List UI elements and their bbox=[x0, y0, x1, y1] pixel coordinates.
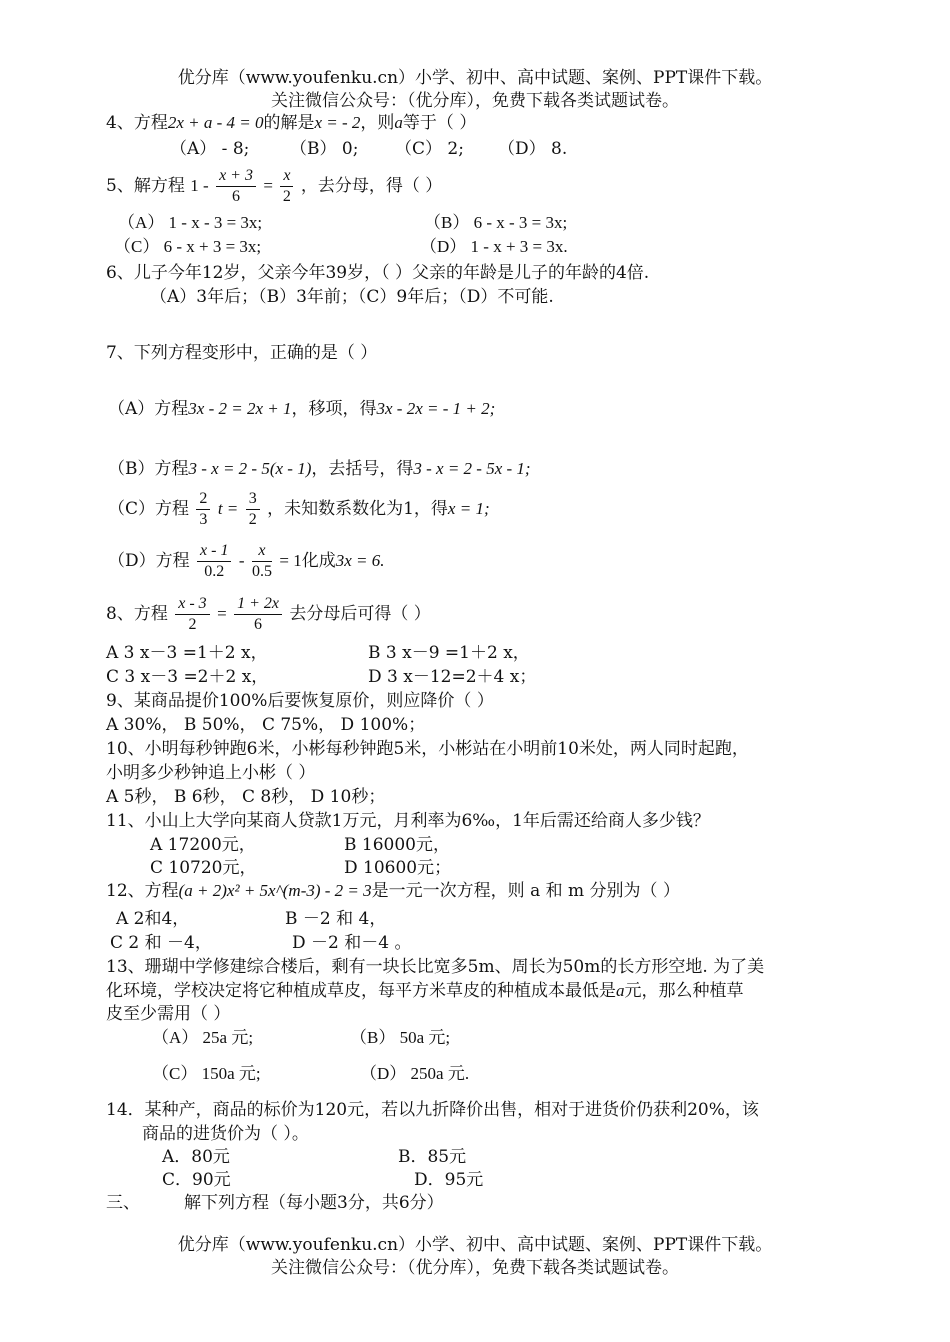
q10-options: A 5秒， B 6秒， C 8秒， D 10秒； bbox=[106, 787, 386, 807]
q7c-den2: 2 bbox=[248, 511, 257, 528]
q7d-fraction-1 bbox=[197, 541, 231, 582]
q5-stem: 5、解方程 bbox=[106, 176, 185, 196]
q5-den2: 2 bbox=[282, 188, 291, 205]
question-14: 14．某种产，商品的标价为120元，若以九折降价出售，相对于进货价仍获利20%，该 bbox=[106, 1100, 759, 1120]
section-3-number: 三、 bbox=[106, 1193, 140, 1213]
q7c-text: ，未知数系数化为1，得 bbox=[267, 499, 448, 519]
q5-fraction-1 bbox=[216, 166, 256, 207]
q6-options: （A）3年后；（B）3年前；（C）9年后；（D）不可能. bbox=[150, 287, 554, 307]
q7-option-c bbox=[108, 487, 490, 531]
q7-option-b bbox=[108, 458, 531, 480]
header-line-2: 关注微信公众号：（优分库），免费下载各类试题试卷。 bbox=[271, 91, 679, 111]
q7d-num2: x bbox=[252, 541, 272, 562]
q12-stem: 12、方程 bbox=[106, 881, 179, 901]
section-3-title: 解下列方程（每小题3分，共6分） bbox=[184, 1193, 444, 1213]
q7d-eq: = 1 bbox=[279, 551, 302, 570]
q4-stem-b: 的解是 bbox=[263, 113, 315, 133]
q11-option-b: B 16000元， bbox=[344, 835, 450, 855]
q14-option-a: A．80元 bbox=[162, 1147, 230, 1167]
q4-stem-d: 等于（ ） bbox=[402, 113, 477, 133]
q5-lhs: 1 - bbox=[190, 176, 209, 195]
q4-option-b: （B） 0; bbox=[290, 139, 359, 159]
q11-option-d: D 10600元； bbox=[344, 858, 452, 878]
q9-options: A 30%， B 50%， C 75%， D 100%； bbox=[106, 715, 426, 735]
q7c-variable: t = bbox=[217, 499, 239, 518]
q13-option-c: （C） 150a 元; bbox=[152, 1064, 261, 1083]
q8-stem: 8、方程 bbox=[106, 604, 168, 624]
q5-fraction-2 bbox=[280, 166, 293, 207]
q4-stem: 4、方程 bbox=[106, 113, 168, 133]
q7d-minus: - bbox=[238, 551, 245, 570]
q7c-num1: 2 bbox=[196, 489, 210, 510]
q8-eqsign: = bbox=[217, 604, 227, 623]
q12-option-d: D －2 和－4 。 bbox=[292, 933, 412, 953]
question-5 bbox=[106, 166, 442, 207]
q7d-label: （D）方程 bbox=[108, 551, 190, 571]
q12-stem-b: 是一元一次方程，则 a 和 m 分别为（ ） bbox=[371, 881, 680, 901]
q13-variable: a bbox=[616, 981, 625, 1000]
q12-option-a: A 2和4， bbox=[116, 909, 190, 929]
q7b-text: ，去括号，得 bbox=[311, 459, 414, 479]
q4-option-a: （A） - 8; bbox=[170, 139, 250, 159]
q14-option-c: C．90元 bbox=[162, 1170, 231, 1190]
q7c-num2: 3 bbox=[246, 489, 260, 510]
q14-option-d: D．95元 bbox=[414, 1170, 484, 1190]
q5-stem-b: ，去分母，得（ ） bbox=[300, 176, 443, 196]
q7a-label: （A）方程 bbox=[108, 399, 189, 419]
question-13: 13、珊瑚中学修建综合楼后，剩有一块长比宽多5m、周长为50m的长方形空地. 为了美 bbox=[106, 957, 765, 977]
q4-variable: a bbox=[394, 113, 403, 132]
q8-fraction-1 bbox=[175, 594, 209, 635]
q13-stem-2 bbox=[106, 980, 744, 1002]
q8-option-b: B 3 x－9 =1＋2 x， bbox=[368, 643, 530, 663]
q7d-fraction-2 bbox=[252, 541, 272, 582]
q12-equation: (a + 2)x² + 5x^(m-3) - 2 = 3 bbox=[178, 881, 372, 900]
q13-stem-2a: 化环境，学校决定将它种植成草皮，每平方米草皮的种植成本最低是 bbox=[106, 981, 616, 1001]
q13-option-a: （A） 25a 元; bbox=[152, 1028, 254, 1047]
q11-option-a: A 17200元， bbox=[150, 835, 256, 855]
q5-den1: 6 bbox=[232, 188, 241, 205]
question-11: 11、小山上大学向某商人贷款1万元，月利率为6‰，1年后需还给商人多少钱？ bbox=[106, 811, 710, 831]
question-8 bbox=[106, 592, 431, 636]
q4-solution: x = - 2 bbox=[314, 113, 361, 132]
q5-num2: x bbox=[280, 166, 293, 187]
q13-stem-2b: 元，那么种植草 bbox=[624, 981, 744, 1001]
q8-stem-b: 去分母后可得（ ） bbox=[289, 604, 431, 624]
footer-line-2: 关注微信公众号：（优分库），免费下载各类试题试卷。 bbox=[271, 1258, 679, 1278]
q7d-num1: x - 1 bbox=[197, 541, 231, 562]
q4-option-c: （C） 2; bbox=[395, 139, 464, 159]
question-6: 6、儿子今年12岁，父亲今年39岁，（ ）父亲的年龄是儿子的年龄的4倍. bbox=[106, 263, 650, 283]
q5-num1: x + 3 bbox=[216, 166, 256, 187]
q8-option-c: C 3 x－3 =2＋2 x， bbox=[106, 667, 269, 687]
q14-stem-2: 商品的进货价为（ ）。 bbox=[142, 1124, 309, 1144]
q12-option-c: C 2 和 －4， bbox=[110, 933, 212, 953]
header-line-1: 优分库（www.youfenku.cn）小学、初中、高中试题、案例、PPT课件下载。 bbox=[177, 68, 773, 88]
q12-option-b: B －2 和 4， bbox=[285, 909, 387, 929]
q7-option-a bbox=[108, 398, 495, 420]
q7b-result: 3 - x = 2 - 5x - 1; bbox=[413, 459, 531, 478]
q8-option-a: A 3 x－3 =1＋2 x， bbox=[106, 643, 268, 663]
q7c-result: x = 1; bbox=[447, 499, 490, 518]
q7d-den1: 0.2 bbox=[204, 563, 225, 580]
q7c-fraction-1 bbox=[196, 489, 210, 530]
q13-option-d: （D） 250a 元. bbox=[360, 1064, 470, 1083]
q7a-text: ，移项，得 bbox=[291, 399, 377, 419]
q4-equation: 2x + a - 4 = 0 bbox=[167, 113, 264, 132]
q7c-den1: 3 bbox=[199, 511, 208, 528]
q7-option-d bbox=[108, 539, 385, 583]
q5-option-c: （C） 6 - x + 3 = 3x; bbox=[114, 237, 262, 256]
q14-option-b: B．85元 bbox=[398, 1147, 467, 1167]
q7c-label: （C）方程 bbox=[108, 499, 190, 519]
question-10: 10、小明每秒钟跑6米，小彬每秒钟跑5米，小彬站在小明前10米处，两人同时起跑， bbox=[106, 739, 749, 759]
q7d-den2: 0.5 bbox=[251, 563, 272, 580]
q8-den2: 6 bbox=[254, 616, 263, 633]
q8-num2: 1 + 2x bbox=[234, 594, 282, 615]
q7b-label: （B）方程 bbox=[108, 459, 189, 479]
q4-option-d: （D） 8. bbox=[498, 139, 568, 159]
q11-option-c: C 10720元， bbox=[150, 858, 257, 878]
q7d-text: 化成 bbox=[301, 551, 336, 571]
q7a-result: 3x - 2x = - 1 + 2; bbox=[376, 399, 496, 418]
q4-stem-c: ，则 bbox=[360, 113, 395, 133]
q7a-equation: 3x - 2 = 2x + 1 bbox=[188, 399, 292, 418]
q5-eqsign: = bbox=[263, 176, 273, 195]
q7d-result: 3x = 6. bbox=[335, 551, 385, 570]
q5-option-b: （B） 6 - x - 3 = 3x; bbox=[424, 213, 568, 232]
question-12 bbox=[106, 880, 680, 902]
question-4 bbox=[106, 112, 476, 134]
q5-option-d: （D） 1 - x + 3 = 3x. bbox=[420, 237, 568, 256]
q8-option-d: D 3 x－12=2＋4 x； bbox=[368, 667, 537, 687]
q13-stem-3: 皮至少需用（ ） bbox=[106, 1004, 231, 1024]
q5-option-a: （A） 1 - x - 3 = 3x; bbox=[118, 213, 263, 232]
question-7: 7、下列方程变形中，正确的是（ ） bbox=[106, 343, 378, 363]
q7b-equation: 3 - x = 2 - 5(x - 1) bbox=[188, 459, 312, 478]
q13-option-b: （B） 50a 元; bbox=[350, 1028, 451, 1047]
question-9: 9、某商品提价100%后要恢复原价，则应降价（ ） bbox=[106, 691, 494, 711]
q8-fraction-2 bbox=[234, 594, 282, 635]
q8-num1: x - 3 bbox=[175, 594, 209, 615]
q7c-fraction-2 bbox=[246, 489, 260, 530]
footer-line-1: 优分库（www.youfenku.cn）小学、初中、高中试题、案例、PPT课件下载。 bbox=[177, 1235, 773, 1255]
q8-den1: 2 bbox=[188, 616, 197, 633]
q10-stem-2: 小明多少秒钟追上小彬（ ） bbox=[106, 763, 316, 783]
